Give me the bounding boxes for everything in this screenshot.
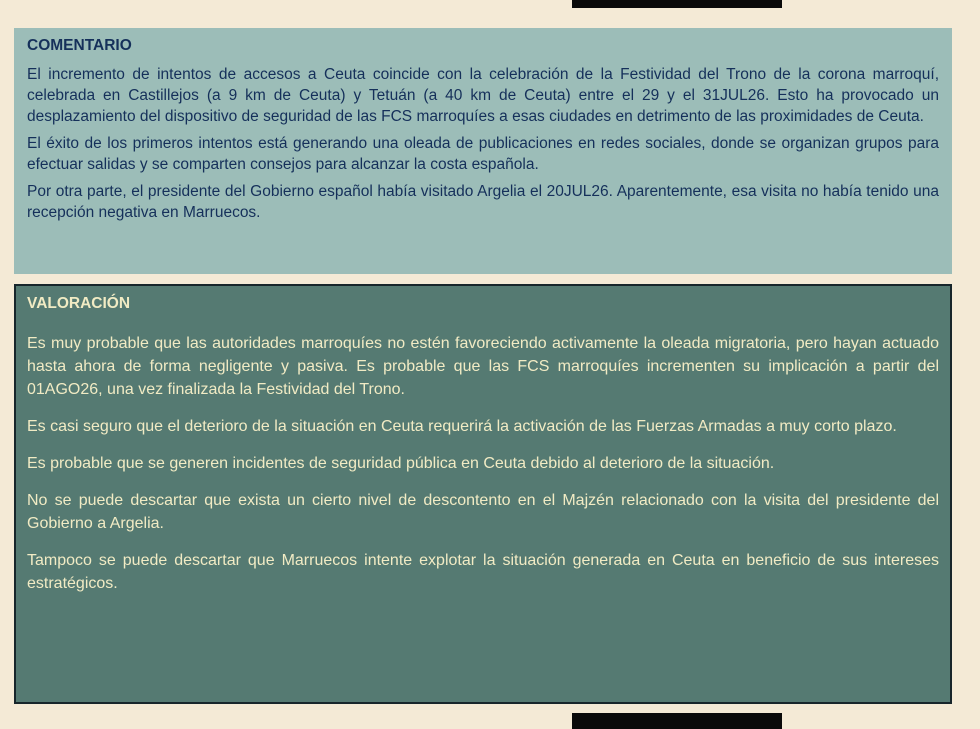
- comentario-paragraph: Por otra parte, el presidente del Gobierno español había visitado Argelia el 20JUL26. Aparentemente, esa visita no había tenido una recepción negativa en Marruecos.: [27, 183, 939, 221]
- valoracion-title: VALORACIÓN: [27, 295, 131, 312]
- valoracion-paragraph: Es probable que se generen incidentes de seguridad pública en Ceuta debido al deterioro de la situación.: [27, 455, 775, 472]
- redaction-bar-bottom: [572, 713, 782, 729]
- comentario-box: [14, 28, 952, 274]
- valoracion-paragraph: Tampoco se puede descartar que Marruecos intente explotar la situación generada en Ceuta en beneficio de sus intereses estratégicos.: [27, 552, 939, 592]
- valoracion-paragraph: No se puede descartar que exista un cierto nivel de descontento en el Majzén relacionado con la visita del presidente del Gobierno a Argelia.: [27, 492, 939, 532]
- valoracion-paragraph: Es muy probable que las autoridades marroquíes no estén favoreciendo activamente la oleada migratoria, pero hayan actuado hasta ahora de forma negligente y pasiva. Es probable que las FCS marroquíes incrementen su implicación a partir del 01AGO26, una vez finalizada la Festividad del Trono.: [27, 335, 939, 398]
- redaction-bar-top: [572, 0, 782, 8]
- comentario-paragraph: El éxito de los primeros intentos está generando una oleada de publicaciones en redes sociales, donde se organizan grupos para efectuar salidas y se comparten consejos para alcanzar la costa española.: [27, 135, 939, 173]
- comentario-title: COMENTARIO: [27, 37, 132, 54]
- valoracion-paragraph: Es casi seguro que el deterioro de la situación en Ceuta requerirá la activación de las Fuerzas Armadas a muy corto plazo.: [27, 418, 897, 435]
- valoracion-box: [14, 284, 952, 704]
- comentario-paragraph: El incremento de intentos de accesos a Ceuta coincide con la celebración de la Festividad del Trono de la corona marroquí, celebrada en Castillejos (a 9 km de Ceuta) y Tetuán (a 40 km de Ceuta) entre el 29 y el 31JUL26. Esto ha provocado un desplazamiento del dispositivo de seguridad de las FCS marroquíes a esas ciudades en detrimento de las proximidades de Ceuta.: [27, 66, 939, 125]
